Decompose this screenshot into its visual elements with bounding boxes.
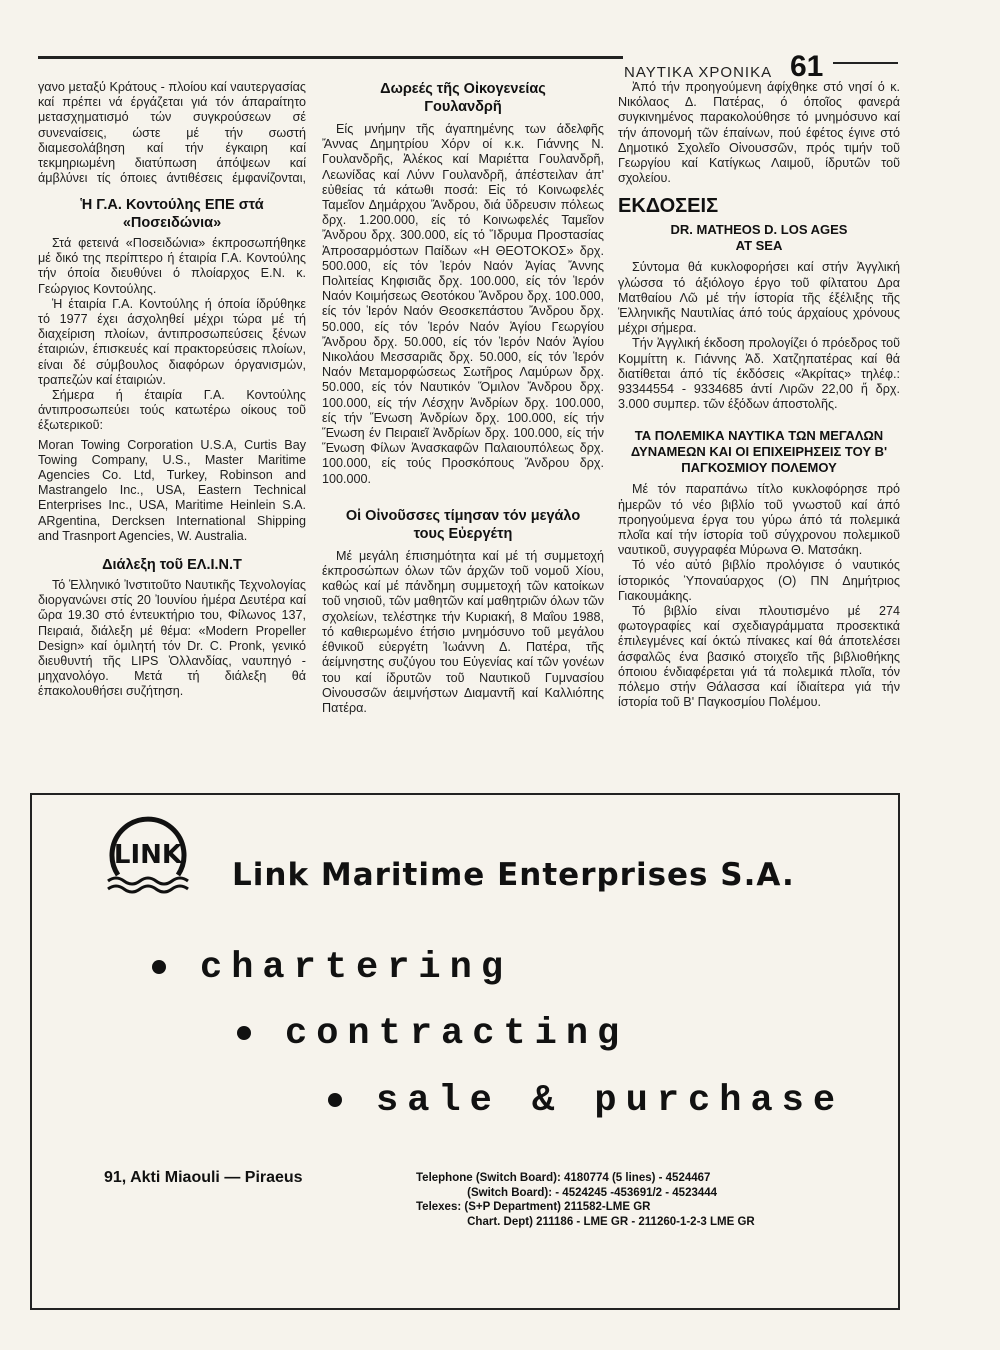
ad-address: 91, Akti Miaouli — Piraeus bbox=[104, 1169, 303, 1186]
link-logo bbox=[102, 813, 194, 899]
paragraph: Σύντομα θά κυκλοφορήσει καί στήν Ἀγγλική γλώσσα τό άξιόλογο έργο τοῦ φίλτατου Δρα Ματθαίου Λῶ μέ τήν ίστορία τῆς έξέλιξης τῆς Ἑλληνικῆς Ναυτιλίας άπό τούς άρχαίους χρόνους μέχρι σήμερα. bbox=[618, 260, 900, 336]
paragraph: Στά φετεινά «Ποσειδώνια» έκπροσωπήθηκε μέ δικό της περίπτερο ή έταιρία Γ.Α. Κοντούλης τήν όποία διευθύνει ό πλοίαρχος Ε.Ν. κ. Γεώργιος Κοντούλης. bbox=[38, 236, 306, 296]
ad-service-label: contracting bbox=[285, 1013, 629, 1055]
paragraph: Τό νέο αὐτό βιβλίο προλόγισε ό ναυτικός ίστορικός Ὑποναύαρχος (Ο) ΠΝ Δημήτριος Γιακουμάκης. bbox=[618, 558, 900, 603]
ad-company-name: Link Maritime Enterprises S.A. bbox=[232, 857, 795, 893]
header-rule-right bbox=[833, 62, 898, 64]
heading-kontoulis: Ἡ Γ.Α. Κοντούλης ΕΠΕ στά «Ποσειδώνια» bbox=[80, 197, 264, 231]
page-number: 61 bbox=[790, 50, 824, 83]
ad-contact-details: Telephone (Switch Board): 4180774 (5 lines) - 4524467 (Switch Board): - 4524245 -453691/2 - 4523444 Telexes: (S+P Department) 211582-LME GR Chart. Dept) 211186 - LME GR - 211260-1-2-3 LME GR bbox=[416, 1172, 755, 1228]
advertisement-box bbox=[30, 793, 900, 1310]
ad-service-label: sale & purchase bbox=[376, 1080, 845, 1122]
paragraph-oinousses: Μέ μεγάλη έπισημότητα καί μέ τή συμμετοχή έκπροσώπων όλων τῶν άρχῶν τοῦ νομοῦ Χίου, καθώς καί μέ πάνδημη συμμετοχή τῶν κατοίκων τοῦ νησιοῦ, τῶν μαθητῶν καί μαθητριῶν όλων τῶν σχολείων, τελέστηκε τήν Κυριακή, 8 Μαΐου 1988, τό καθιερωμένο έτήσιο μνημόσυνο τοῦ μεγάλου έθνικοῦ εὐεργέτη Ἰωάννη Δ. Πατέρα, τῆς άείμνηστης συζύγου του Εὐγενίας καί τῶν γονέων του καί ίδρυτῶν τοῦ Ναυτικοῦ Γυμνασίου Οἰνουσσῶν άειμνήστων Διαμαντῆ καί Καλλιόπης Πατέρα. bbox=[322, 548, 604, 715]
heading-oinousses: Οἱ Οἰνοῦσσες τίμησαν τόν μεγάλο τους Εὐεργέτη bbox=[345, 507, 581, 542]
heading-publications: ΕΚΔΟΣΕΙΣ bbox=[618, 195, 719, 218]
paragraph: Μέ τόν παραπάνω τίτλο κυκλοφόρησε πρό ἡμερῶν τό νέο βιβλίο τοῦ γνωστοῦ καί άπό προηγούμενα έργα του γύρω άπό τά πολεμικά πλοῖα καί τήν ίστορία τοῦ σύγχρονου πολεμικοῦ ναυτικοῦ, συγγραφέα Μύρωνα Θ. Ματσάκη. bbox=[618, 482, 900, 558]
paragraph: Ἡ έταιρία Γ.Α. Κοντούλης ή όποία ίδρύθηκε τό 1977 έχει άσχοληθεί μέχρι τώρα μέ τή διαχείριση πλοίων, άντιπροσωπεύσεις ξένων έταιριών, έπισκευές καί πρακτορεύσεις πλοίων, είναι δέ σύμβουλος διαφόρων όργανισμών, τραπεζών καί έταιριών. bbox=[38, 296, 306, 387]
column-left bbox=[38, 80, 306, 700]
heading-book-warships: ΤΑ ΠΟΛΕΜΙΚΑ ΝΑΥΤΙΚΑ ΤΩΝ ΜΕΓΑΛΩΝ ΔΥΝΑΜΕΩΝ ΚΑΙ ΟΙ ΕΠΙΧΕΙΡΗΣΕΙΣ ΤΟΥ Β' ΠΑΓΚΟΣΜΙΟΥ ΠΟΛΕΜΟΥ bbox=[630, 428, 888, 476]
paragraph: Τό Ἑλληνικό Ἰνστιτοῦτο Ναυτικῆς Τεχνολογίας διοργανώνει στίς 20 Ἰουνίου ἡμέρα Δευτέρα καί ὥρα 19.30 στό έντευκτήριο του, Φίλωνος 137, Πειραιά, διάλεξη μέ θέμα: «Modern Propeller Design» καί ὁμιλητή τόν Dr. C. Pronk, γενικό διευθυντή τῆς LIPS Ὁλλανδίας, ναυπηγό - μηχανολόγο. Μετά τή διάλεξη θά έπακολουθήσει συζήτηση. bbox=[38, 578, 306, 699]
column-middle bbox=[322, 80, 604, 716]
heading-book-los: DR. MATHEOS D. LOS AGES AT SEA bbox=[670, 222, 848, 254]
paragraph-continuation: Ἀπό τήν προηγούμενη άφίχθηκε στό νησί ό κ. Νικόλαος Δ. Πατέρας, ό όποῖος φανερά συγκινημένος παρακολούθησε τό μνημόσυνο καί τήν άπονομή τῶν έπαίνων, πού έφέτος έγινε στό Δημοτικό Σχολεῖο Οἰνουσσῶν, πρός τιμήν τοῦ Γεωργίου καί Κατίγκως Λαιμοῦ, ίδρυτῶν τοῦ σχολείου. bbox=[618, 80, 900, 186]
ad-service-item bbox=[152, 947, 512, 989]
paragraph: Τό βιβλίο είναι πλουτισμένο μέ 274 φωτογραφίες καί σχεδιαγράμματα προσεκτικά έπιλεγμένες καί όκτώ πίνακες καί θά άποτελέσει άσφαλῶς ένα βασικό στοιχεῖο τῆς βιβλιοθήκης όποιου ένδιαφέρεται γιά τά πολεμικά πλοῖα, τόν πόλεμο στήν Θάλασσα καί ίδιαίτερα γιά τήν ίστορία τοῦ Β' Παγκοσμίου Πολέμου. bbox=[618, 604, 900, 710]
article-continuation: γανο μεταξύ Κράτους - πλοίου καί ναυτεργασίας καί πρέπει νά έργάζεται γιά τόν άπαραίτητο μετασχηματισμό τών συγκρούσεων σέ συνεναίσεις, ώστε μέ τήν σωστή διαμεσολάβηση καί τήν έγκαιρη καί τεκμηριωμένη διατύπωση άπόψεων καί άμβλύνει τίς όποιες άντιθέσεις έμφανίζονται, bbox=[38, 80, 306, 186]
ad-service-label: chartering bbox=[200, 947, 513, 989]
magazine-title: ΝΑΥΤΙΚΑ ΧΡΟΝΙΚΑ bbox=[624, 64, 773, 81]
paragraph-company-list: Moran Towing Corporation U.S.A, Curtis Bay Towing Company, U.S., Master Maritime Agencies Co. Ltd, Turkey, Robinson and Mastrangelo Inc., USA, Eastern Technical Enterprises Inc., USA, Maritime Heinlein S.A. ARgentina, Dercksen International Shipping and Trasnport Agencies, W. Australia. bbox=[38, 437, 306, 543]
paragraph: Τήν Ἀγγλική έκδοση προλογίζει ό πρόεδρος τοῦ Κομμίττη κ. Γιάννης Ἀδ. Χατζηπατέρας καί θά διατίθεται άπό τίς έκδόσεις «Ἀκρίτας» τηλέφ.: 93344554 - 9334685 άντί Λιρῶν 22,00 ἤ δρχ. 3.000 συμπερ. τῶν έξόδων άποστολῆς. bbox=[618, 336, 900, 412]
logo-lettering: LINK bbox=[113, 840, 183, 870]
paragraph-donations: Είς μνήμην τῆς άγαπημένης των άδελφῆς Ἄννας Δημητρίου Χόρν οί κ.κ. Γιάννης Ν. Γουλανδρῆς, Ἀλέκος καί Μαριέττα Γουλανδρῆ, Λεωνίδας καί Λύνν Γουλανδρῆ, άπέστειλαν άπ' εὐθείας τά κάτωθι ποσά: Εἰς τό Κοινωφελές Ταμεῖον Δημάρχου Ἄνδρου, διά ὕδρευσιν πόλεως δρχ. 1.200.000, είς τό Κοινωφελές Ταμεῖον Ἄνδρου δρχ. 300.000, είς τό Ἵδρυμα Προστασίας Ἀπροσαρμόστων Παίδων «Η ΘΕΟΤΟΚΟΣ» δρχ. 500.000, είς τόν Ἱερόν Ναόν Ἁγίας Ἄννης Πολιτείας Κηφισιᾶς δρχ. 100.000, είς τόν Ἱερόν Ναόν Κοιμήσεως Θεοτόκου Ἄνδρου δρχ. 100.000, είς τόν Ἱερόν Ναόν Θεοσκεπάστου Ἄνδρου δρχ. 50.000, είς τόν Ἱερόν Ναόν Ἁγίου Γεωργίου Ἄνδρου δρχ. 50.000, είς τόν Ἱερόν Ναόν Ἁγίου Νικολάου Μεσσαριᾶς δρχ. 50.000, είς τόν Ἱερόν Ναόν Μεταμορφώσεως Σωτῆρος Λαμύρων δρχ. 50.000, είς τόν Ναυτικόν Ὅμιλον Ἄνδρου δρχ. 100.000, είς τήν Λέσχην Ἀνδρίων δρχ. 100.000, είς τήν Ἕνωση Ἀνδρίων δρχ. 100.000, είς τήν Ἕνωση έν Πειραιεῖ Ἀνδρίων δρχ. 100.000, είς τήν Ἕνωση Φίλων Ἀνασκαφῶν Παλαιουπόλεως δρχ. 100.000, είς τούς Προσκόπους Ἄνδρου δρχ. 100.000. bbox=[322, 122, 604, 486]
column-right bbox=[618, 80, 900, 711]
heading-donations: Δωρεές τῆς Οἰκογενείας Γουλανδρῆ bbox=[380, 81, 546, 115]
bullet-icon bbox=[237, 1026, 251, 1040]
bullet-icon bbox=[328, 1093, 342, 1107]
paragraph: Σήμερα ή έταιρία Γ.Α. Κοντούλης άντιπροσωπεύει τούς κατωτέρω οίκους τοῦ έξωτερικοῦ: bbox=[38, 388, 306, 433]
ad-service-item bbox=[328, 1080, 844, 1122]
header-rule-left bbox=[38, 56, 623, 59]
bullet-icon bbox=[152, 960, 166, 974]
heading-elint: Διάλεξη τοῦ ΕΛ.Ι.Ν.Τ bbox=[102, 557, 242, 574]
ad-service-item bbox=[237, 1013, 628, 1055]
